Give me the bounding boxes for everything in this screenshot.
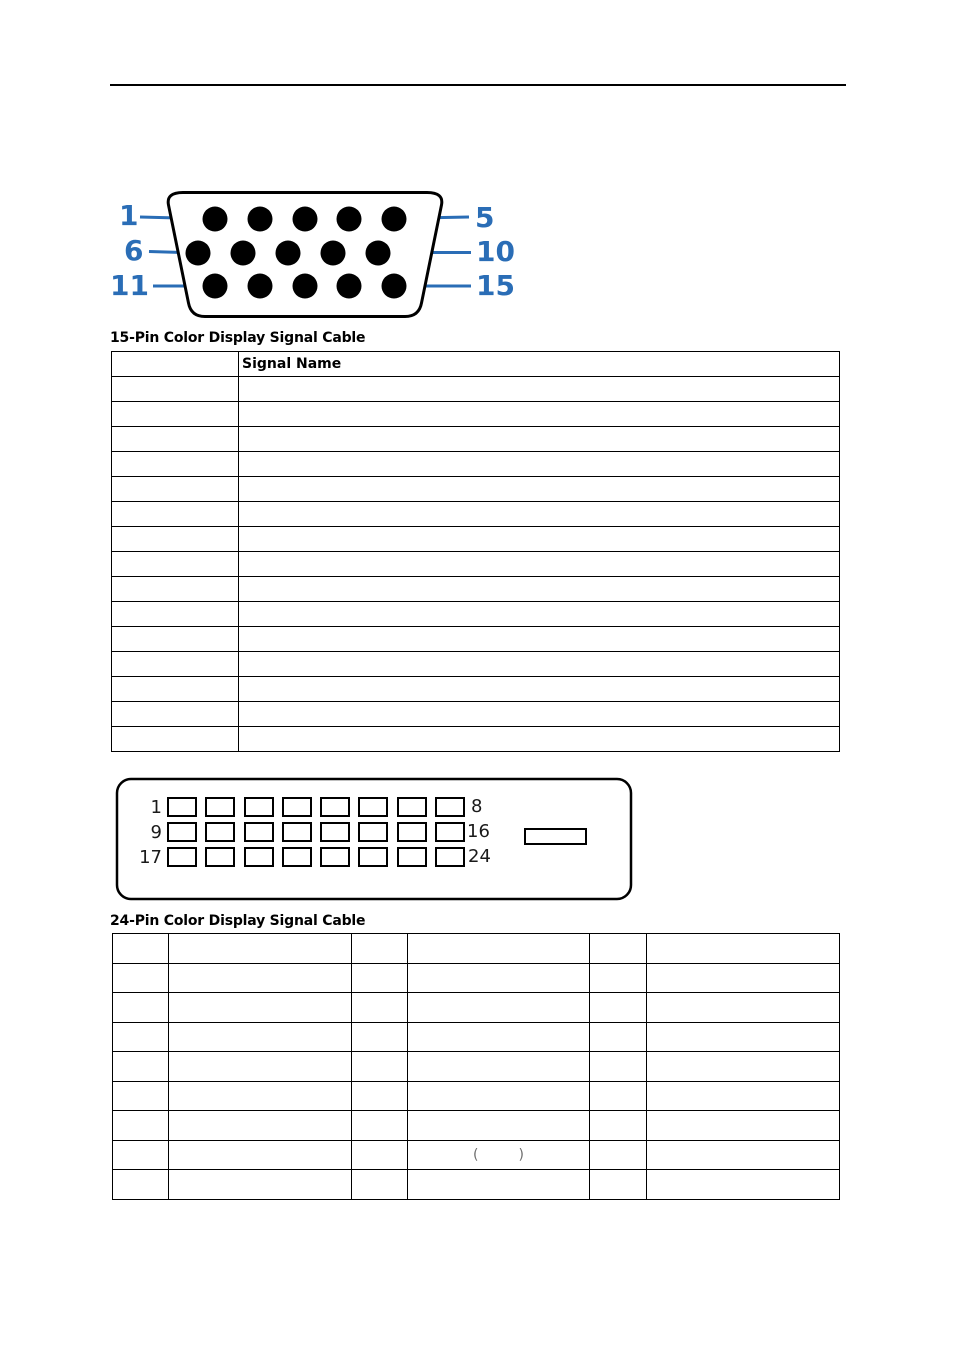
dvi-pin9-label: 9 [150,822,162,843]
table-row [113,1052,840,1082]
signal-table-15pin [111,351,840,752]
table-cell [408,934,590,964]
table-cell [113,934,169,964]
dvi-connector-diagram [114,776,638,904]
table-cell [113,1170,169,1200]
table-cell [352,963,408,993]
table-cell [647,1170,840,1200]
table-cell [112,727,239,752]
table-row [112,527,840,552]
table-cell [239,477,840,502]
table-cell [239,602,840,627]
table-cell [239,527,840,552]
table-cell [239,627,840,652]
table-cell [112,652,239,677]
vga-pin5-label: 5 [475,201,495,234]
table-cell [647,1081,840,1111]
pin-number-column-header [112,352,239,377]
table-cell [647,1111,840,1141]
table-cell: ( ) [408,1140,590,1170]
table-cell [352,1170,408,1200]
table-cell [590,1111,647,1141]
table-cell [408,1111,590,1141]
dvi-pin17-label: 17 [139,847,162,868]
table-row [112,577,840,602]
table-cell [239,377,840,402]
table-row [112,402,840,427]
table-cell [112,577,239,602]
table-cell [408,1170,590,1200]
table-row [112,502,840,527]
table-cell [239,502,840,527]
dvi-pin24-label: 24 [468,846,491,867]
table-cell [647,1022,840,1052]
table-row [113,963,840,993]
table-row [112,377,840,402]
table-cell [113,1111,169,1141]
table-row [113,1081,840,1111]
table-row [113,1022,840,1052]
heading-24pin-cable: 24-Pin Color Display Signal Cable [110,913,366,929]
table-row [112,427,840,452]
table-row [112,652,840,677]
table-cell [647,1052,840,1082]
vga-pin10-label: 10 [476,235,515,268]
table-cell [352,1140,408,1170]
table-cell [590,1022,647,1052]
table-cell [239,552,840,577]
table-cell [647,963,840,993]
table-cell [590,1052,647,1082]
vga-pin15-label: 15 [476,269,515,302]
table-cell [113,1081,169,1111]
table-cell [169,1081,352,1111]
table-cell [112,477,239,502]
table-row [113,1170,840,1200]
vga-pin6-label: 6 [124,234,144,267]
table-cell [112,527,239,552]
table-cell [239,402,840,427]
table-row [112,452,840,477]
signal-name-column-header: Signal Name [239,352,840,377]
table-cell [113,993,169,1023]
table-cell [408,1022,590,1052]
vga-connector-diagram [110,183,514,325]
table-cell [408,993,590,1023]
table-cell [113,963,169,993]
table-cell [408,1081,590,1111]
table-cell [113,1140,169,1170]
table-row [112,477,840,502]
table-cell [169,993,352,1023]
table-row [113,1111,840,1141]
table-cell [239,452,840,477]
table-cell [352,1081,408,1111]
table-cell [112,452,239,477]
table-row [113,993,840,1023]
table-cell [647,993,840,1023]
table-row [113,1140,840,1170]
table-row [112,602,840,627]
table-cell [590,1140,647,1170]
table-cell [113,1022,169,1052]
table-cell [169,1052,352,1082]
table-cell [169,934,352,964]
table-cell [169,1170,352,1200]
table-cell [590,1081,647,1111]
table-cell [352,1022,408,1052]
table-row [112,727,840,752]
table-row [112,677,840,702]
table-cell [112,602,239,627]
vga-pin1-label: 1 [119,199,139,232]
dvi-pin1-label: 1 [150,797,162,818]
signal-table-24pin [112,933,840,1200]
table-cell [169,1022,352,1052]
table-cell [352,934,408,964]
table-cell [239,577,840,602]
table-cell [590,1170,647,1200]
table-cell [408,963,590,993]
table-cell [112,502,239,527]
table-header-row [112,352,840,377]
dvi-blade-contact [525,829,586,844]
table-cell [239,652,840,677]
table-cell [113,1052,169,1082]
table-cell [112,427,239,452]
vga-pin11-label: 11 [110,269,149,302]
table-row [113,934,840,964]
table-cell [647,934,840,964]
dvi-pin16-label: 16 [467,821,490,842]
table-cell [112,702,239,727]
table-cell [112,402,239,427]
table-cell [112,677,239,702]
table-cell [239,427,840,452]
table-row [112,552,840,577]
table-cell [352,1111,408,1141]
table-cell [590,963,647,993]
table-cell [112,552,239,577]
page-top-rule [110,84,846,86]
table-cell [112,377,239,402]
dvi-pin8-label: 8 [471,796,483,817]
table-cell [590,993,647,1023]
table-cell [169,1111,352,1141]
heading-15pin-cable: 15-Pin Color Display Signal Cable [110,330,366,346]
table-cell [169,1140,352,1170]
table-row [112,627,840,652]
table-cell [647,1140,840,1170]
table-cell [352,1052,408,1082]
table-cell [239,677,840,702]
table-cell [352,993,408,1023]
table-cell [169,963,352,993]
table-cell [239,702,840,727]
table-cell [590,934,647,964]
table-cell [408,1052,590,1082]
table-cell [112,627,239,652]
table-cell [239,727,840,752]
table-row [112,702,840,727]
